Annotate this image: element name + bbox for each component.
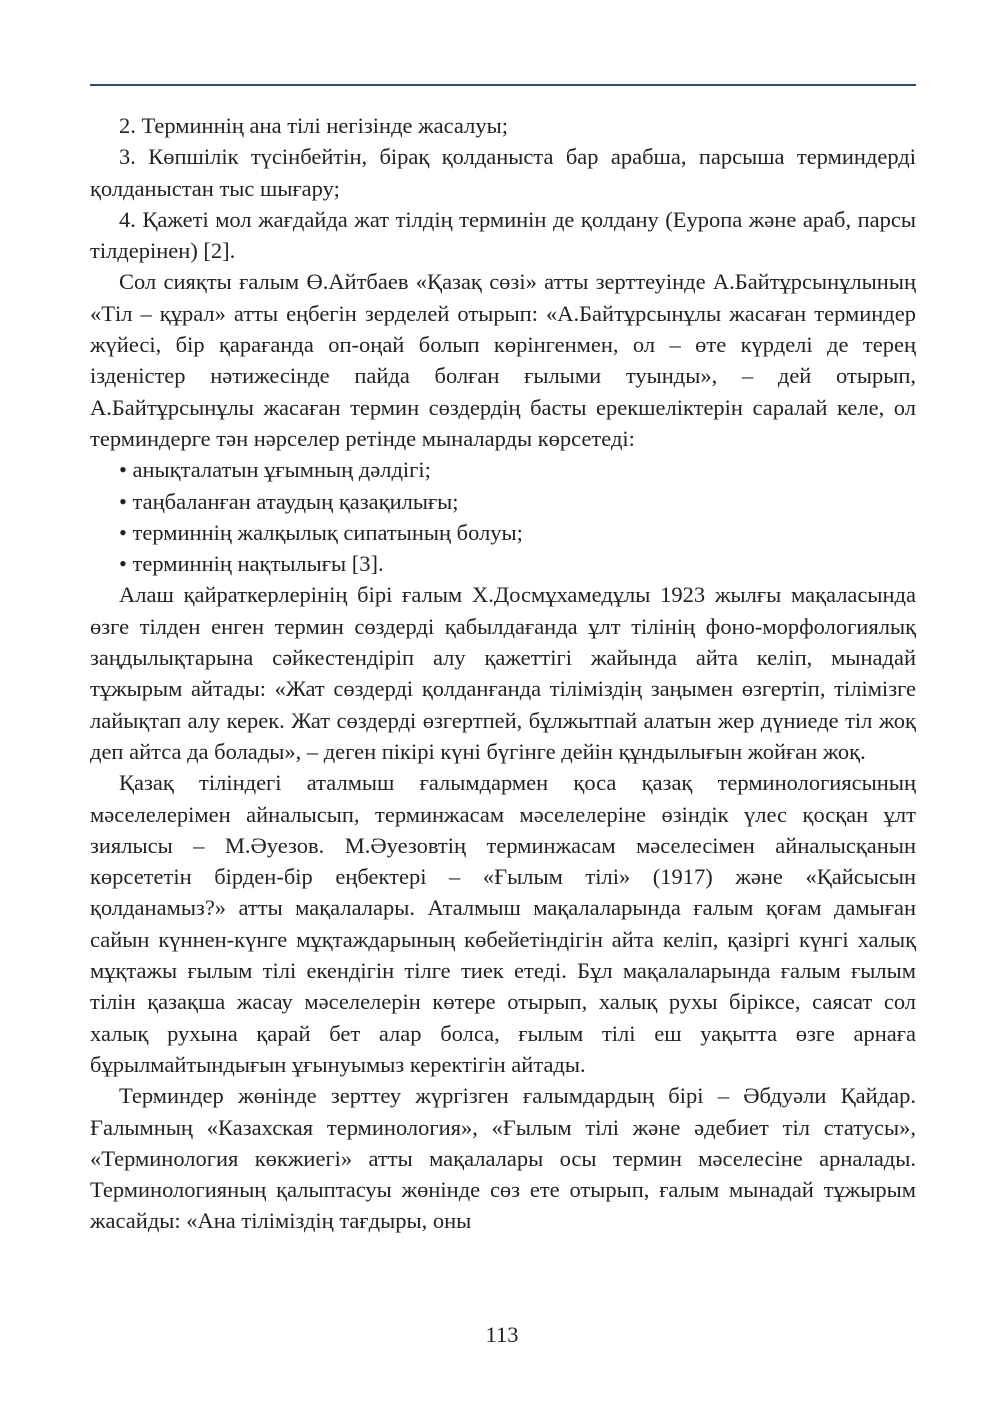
- header-rule: [90, 84, 916, 86]
- bullet-list: [90, 454, 916, 579]
- list-item-2: 2. Терминнің ана тілі негізінде жасалуы;: [119, 113, 508, 138]
- paragraph-kaidar: Терминдер жөнінде зерттеу жүргізген ғалымдардың бірі – Әбдуәли Қайдар. Ғалымның «Казахская терминология», «Ғылым тілі және әдебиет тіл статусы», «Терминология көкжиегі» атты мақалалары осы термин мәселесіне арналады. Терминологияның қалыптасуы жөнінде сөз ете отырып, ғалым мынадай тұжырым жасайды: «Ана тіліміздің тағдыры, оны: [90, 1083, 916, 1234]
- page-body: [90, 110, 916, 1237]
- list-item-3: 3. Көпшілік түсінбейтін, бірақ қолданыста бар арабша, парсыша терминдерді қолданыстан тыс шығару;: [90, 144, 916, 201]
- bullet-item: • терминнің жалқылық сипатының болуы;: [90, 517, 916, 548]
- page-number: 113: [485, 1322, 519, 1347]
- bullet-item: • таңбаланған атаудың қазақилығы;: [90, 486, 916, 517]
- bullet-item: • терминнің нақтылығы [3].: [90, 548, 916, 579]
- bullet-item: • анықталатын ұғымның дәлдігі;: [90, 454, 916, 485]
- paragraph-aitbaev: Сол сияқты ғалым Ө.Айтбаев «Қазақ сөзі» атты зерттеуінде А.Байтұрсынұлының «Тіл – құрал» атты еңбегін зерделей отырып: «А.Байтұрсынұлы жасаған терминдер жүйесі, бір қарағанда оп-оңай болып көрінгенмен, ол – өте күрделі де терең ізденістер нәтижесінде пайда болған ғылыми туынды», – дей отырып, А.Байтұрсынұлы жасаған термин сөздердің басты ерекшеліктерін саралай келе, ол терминдерге тән нәрселер ретінде мыналарды көрсетеді:: [90, 269, 916, 451]
- list-item-4: 4. Қажеті мол жағдайда жат тілдің терминін де қолдану (Еуропа және араб, парсы тілдерінен) [2].: [90, 206, 916, 264]
- paragraph-dosmukhamedov: Алаш қайраткерлерінің бірі ғалым Х.Досмұхамедұлы 1923 жылғы мақаласында өзге тілден енген термин сөздерді қабылдағанда ұлт тілінің фоно-морфологиялық заңдылықтарына сәйкестендіріп алу қажеттігі жайында айта келіп, мынадай тұжырым айтады: «Жат сөздерді қолданғанда тіліміздің заңымен өзгертіп, тілімізге лайықтап алу керек. Жат сөздерді өзгертпей, бұлжытпай алатын жер дүниеде тіл жоқ деп айтса да болады», – деген пікірі күні бүгінге дейін құндылығын жойған жоқ.: [90, 582, 916, 764]
- paragraph-auezov: Қазақ тіліндегі аталмыш ғалымдармен қоса қазақ терминологиясының мәселелерімен айналысып, терминжасам мәселелеріне өзіндік үлес қосқан ұлт зиялысы – М.Әуезов. М.Әуезовтің терминжасам мәселесімен айналысқанын көрсететін бірден-бір еңбектері – «Ғылым тілі» (1917) және «Қайсысын қолданамыз?» атты мақалалары. Аталмыш мақалаларында ғалым қоғам дамыған сайын күннен-күнге мұқтаждарының көбейетіндігін айта келіп, қазіргі күнгі халық мұқтажы ғылым тілі екендігін тілге тиек етеді. Бұл мақалаларында ғалым ғылым тілін қазақша жасау мәселелерін көтере отырып, халық рухы біріксе, саясат сол халық рухына қарай бет алар болса, ғылым тілі еш уақытта өзге арнаға бұрылмайтындығын ұғынуымыз керектігін айтады.: [90, 770, 916, 1077]
